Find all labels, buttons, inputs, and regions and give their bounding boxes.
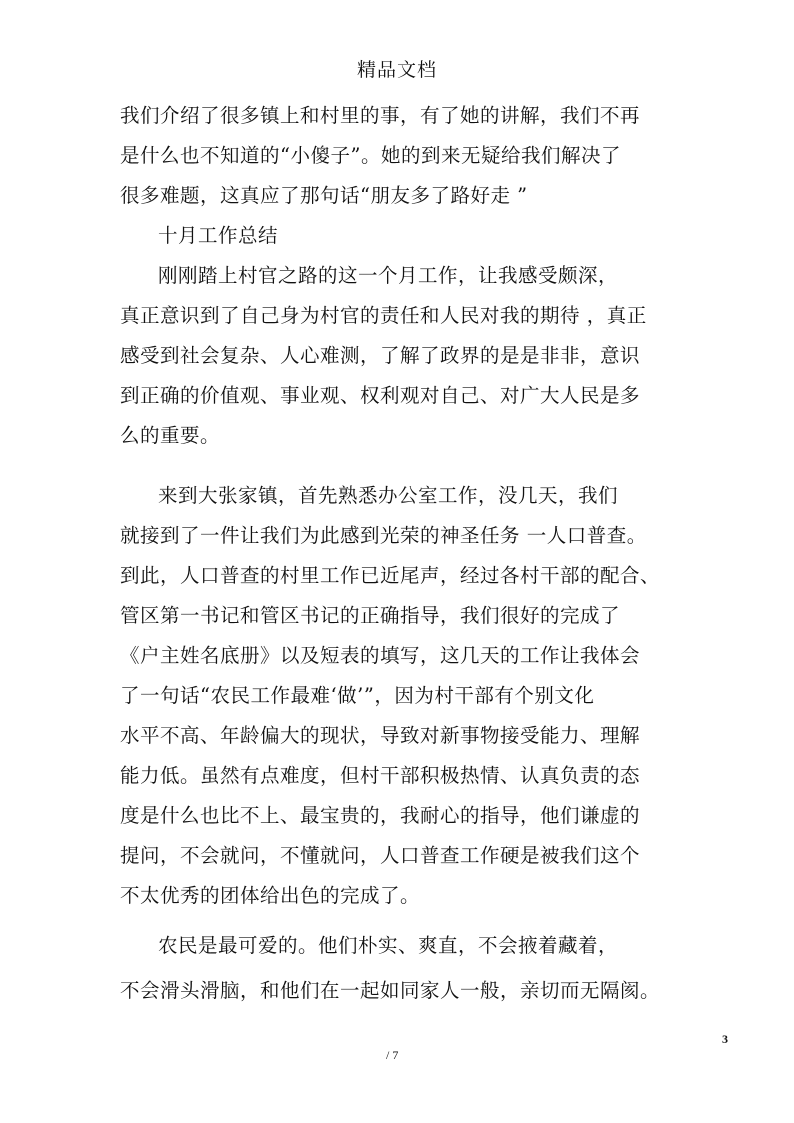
text-line: 度是什么也比不上、最宝贵的，我耐心的指导，他们谦虚的 xyxy=(120,804,641,827)
page-total: / 7 xyxy=(386,1048,399,1062)
text-line: 到正确的价值观、事业观、权利观对自己、对广大人民是多 xyxy=(120,384,641,407)
text-line: 就接到了一件让我们为此感到光荣的神圣任务 一人口普查。 xyxy=(120,524,647,547)
text-line: 不会滑头滑脑，和他们在一起如同家人一般，亲切而无隔阂。 xyxy=(120,979,661,1002)
page-number: 3 xyxy=(722,1032,728,1046)
text-line: 么的重要。 xyxy=(120,424,221,447)
text-line: 管区第一书记和管区书记的正确指导，我们很好的完成了 xyxy=(120,604,621,627)
text-line: 不太优秀的团体给出色的完成了。 xyxy=(120,884,421,907)
text-line: 到此，人口普查的村里工作已近尾声，经过各村干部的配合、 xyxy=(120,564,661,587)
text-line: 刚刚踏上村官之路的这一个月工作，让我感受颇深， xyxy=(158,264,619,287)
text-line: 感受到社会复杂、人心难测，了解了政界的是是非非，意识 xyxy=(120,344,641,367)
document-header: 精品文档 xyxy=(356,59,437,81)
text-line: 《户主姓名底册》以及短表的填写，这几天的工作让我体会 xyxy=(120,644,641,667)
text-line: 提问，不会就问，不懂就问，人口普查工作硬是被我们这个 xyxy=(120,844,641,867)
section-title: 十月工作总结 xyxy=(158,224,279,247)
text-line: 了一句话“农民工作最难‘做’”，因为村干部有个别文化 xyxy=(120,684,595,707)
text-line: 很多难题，这真应了那句话“朋友多了路好走 ” xyxy=(120,184,528,207)
text-line: 真正意识到了自己身为村官的责任和人民对我的期待 ，真正 xyxy=(120,304,647,327)
text-line: 水平不高、年龄偏大的现状，导致对新事物接受能力、理解 xyxy=(120,724,641,747)
text-line: 我们介绍了很多镇上和村里的事，有了她的讲解，我们不再 xyxy=(120,104,641,127)
text-line: 是什么也不知道的“小傻子”。她的到来无疑给我们解决了 xyxy=(120,144,621,167)
text-line: 来到大张家镇，首先熟悉办公室工作，没几天，我们 xyxy=(158,484,619,507)
text-line: 农民是最可爱的。他们朴实、爽直，不会掖着藏着， xyxy=(158,934,619,957)
text-line: 能力低。虽然有点难度，但村干部积极热情、认真负责的态 xyxy=(120,764,641,787)
